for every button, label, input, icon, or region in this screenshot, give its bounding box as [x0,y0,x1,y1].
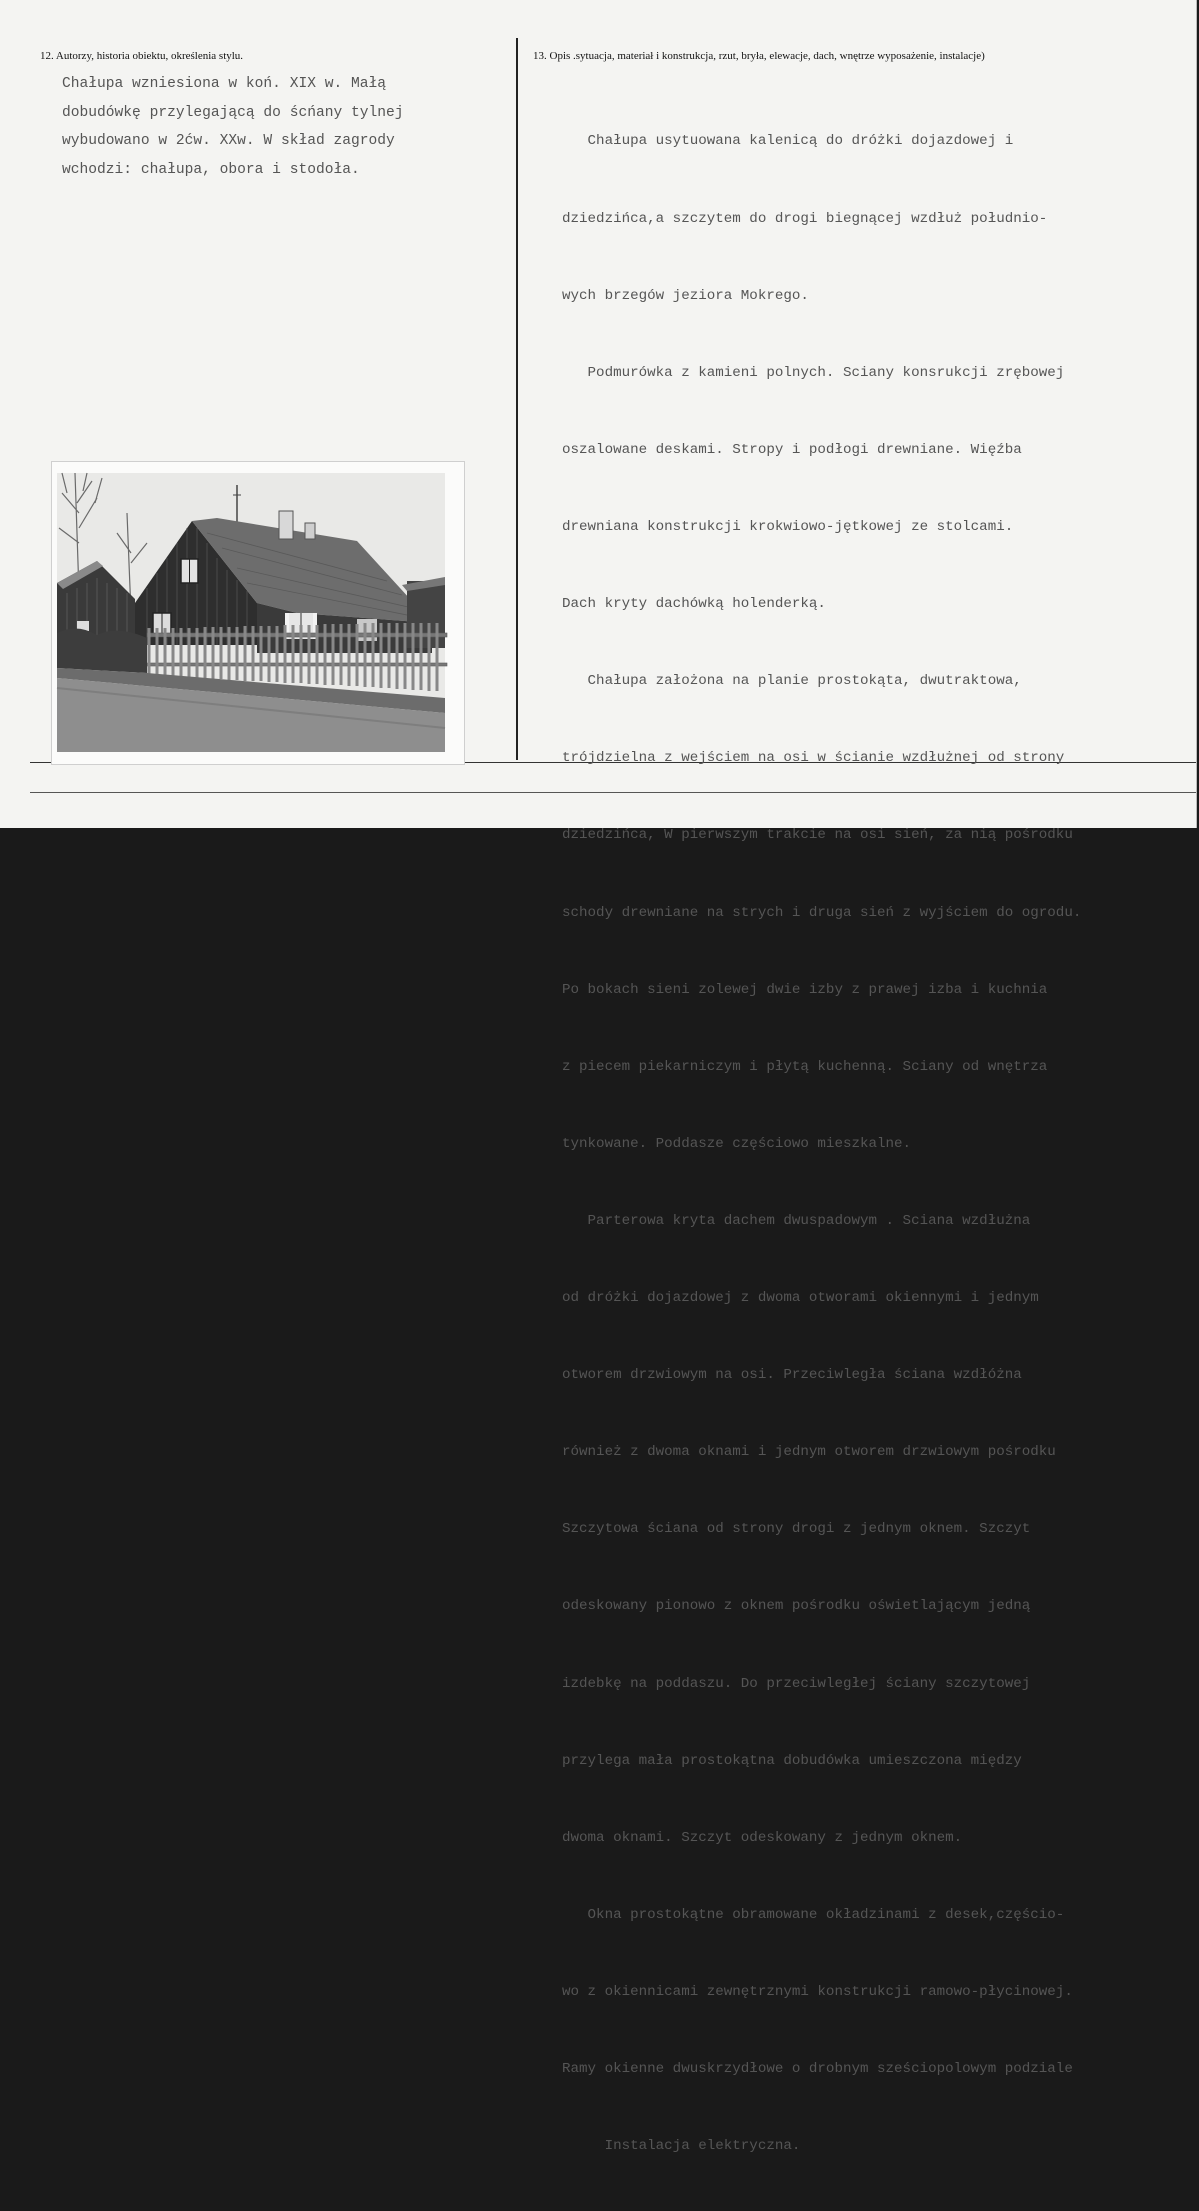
text-line: izdebkę na poddaszu. Do przeciwległej ściany szczytowej [562,1675,1031,1692]
text-line: z piecem piekarniczym i płytą kuchenną. Sciany od wnętrza [562,1058,1048,1075]
text-line: oszalowane deskami. Stropy i podłogi drewniane. Więźba [562,441,1022,458]
text-line: Parterowa kryta dachem dwuspadowym . Sciana wzdłużna [562,1212,1031,1229]
text-line: dwoma oknami. Szczyt odeskowany z jednym oknem. [562,1829,963,1846]
text-line: Po bokach sieni zolewej dwie izby z prawej izba i kuchnia [562,981,1048,998]
text-line: dziedzińca,a szczytem do drogi biegnącej wzdłuż południo- [562,210,1048,227]
photo-mount [51,461,465,765]
text-line: Chałupa założona na planie prostokąta, dwutraktowa, [562,673,1022,690]
text-line: schody drewniane na strych i druga sień z wyjściem do ogrodu. [562,904,1082,921]
text-line: Szczytowa ściana od strony drogi z jednym oknem. Szczyt [562,1521,1031,1538]
text-line: Ramy okienne dwuskrzydłowe o drobnym sześciopolowym podziale [562,2061,1073,2078]
text-line: trójdzielna z wejściem na osi w ścianie wzdłużnej od strony [562,750,1065,767]
text-line: Chałupa usytuowana kalenicą do dróżki dojazdowej i [562,133,1014,150]
text-line: wybudowano w 2ćw. XXw. W skład zagrody [62,133,395,149]
text-line: dziedzińca, W pierwszym trakcie na osi sień, za nią pośrodku [562,827,1073,844]
section-13-heading: 13. Opis .sytuacja, materiał i konstrukcja, rzut, bryła, elewacje, dach, wnętrze wyposażenie, instalacje) [533,50,985,62]
column-divider [516,38,518,760]
text-line: Chałupa wzniesiona w koń. XIX w. Małą [62,76,387,92]
text-line: wych brzegów jeziora Mokrego. [562,287,809,304]
text-line: również z dwoma oknami i jednym otworem drzwiowym pośrodku [562,1444,1056,1461]
text-line: dobudówkę przylegającą do ścńany tylnej [62,104,404,121]
section-12-heading: 12. Autorzy, historia obiektu, określenia stylu. [40,50,244,62]
text-line: wo z okiennicami zewnętrznymi konstrukcji ramowo-płycinowej. [562,1984,1073,2001]
wooden-cottage-photo [57,473,445,752]
text-line: wchodzi: chałupa, obora i stodoła. [62,161,360,178]
section-13-text [562,78,1081,2211]
text-line: Instalacja elektryczna. [562,2138,801,2155]
text-line: Dach kryty dachówką holenderką. [562,596,826,613]
text-line: otworem drzwiowym na osi. Przeciwległa ściana wzdłóżna [562,1367,1022,1384]
text-line: Podmurówka z kamieni polnych. Sciany konsrukcji zrębowej [562,364,1065,381]
text-line: przylega mała prostokątna dobudówka umieszczona między [562,1752,1022,1769]
section-12-text [62,70,404,184]
text-line: Okna prostokątne obramowane okładzinami z desek,częścio- [562,1906,1065,1923]
text-line: od dróżki dojazdowej z dwoma otworami okiennymi i jednym [562,1290,1039,1307]
text-line: drewniana konstrukcji krokwiowo-jętkowej ze stolcami. [562,518,1014,535]
text-line: tynkowane. Poddasze częściowo mieszkalne. [562,1135,912,1152]
text-line: odeskowany pionowo z oknem pośrodku oświetlającym jedną [562,1598,1031,1615]
